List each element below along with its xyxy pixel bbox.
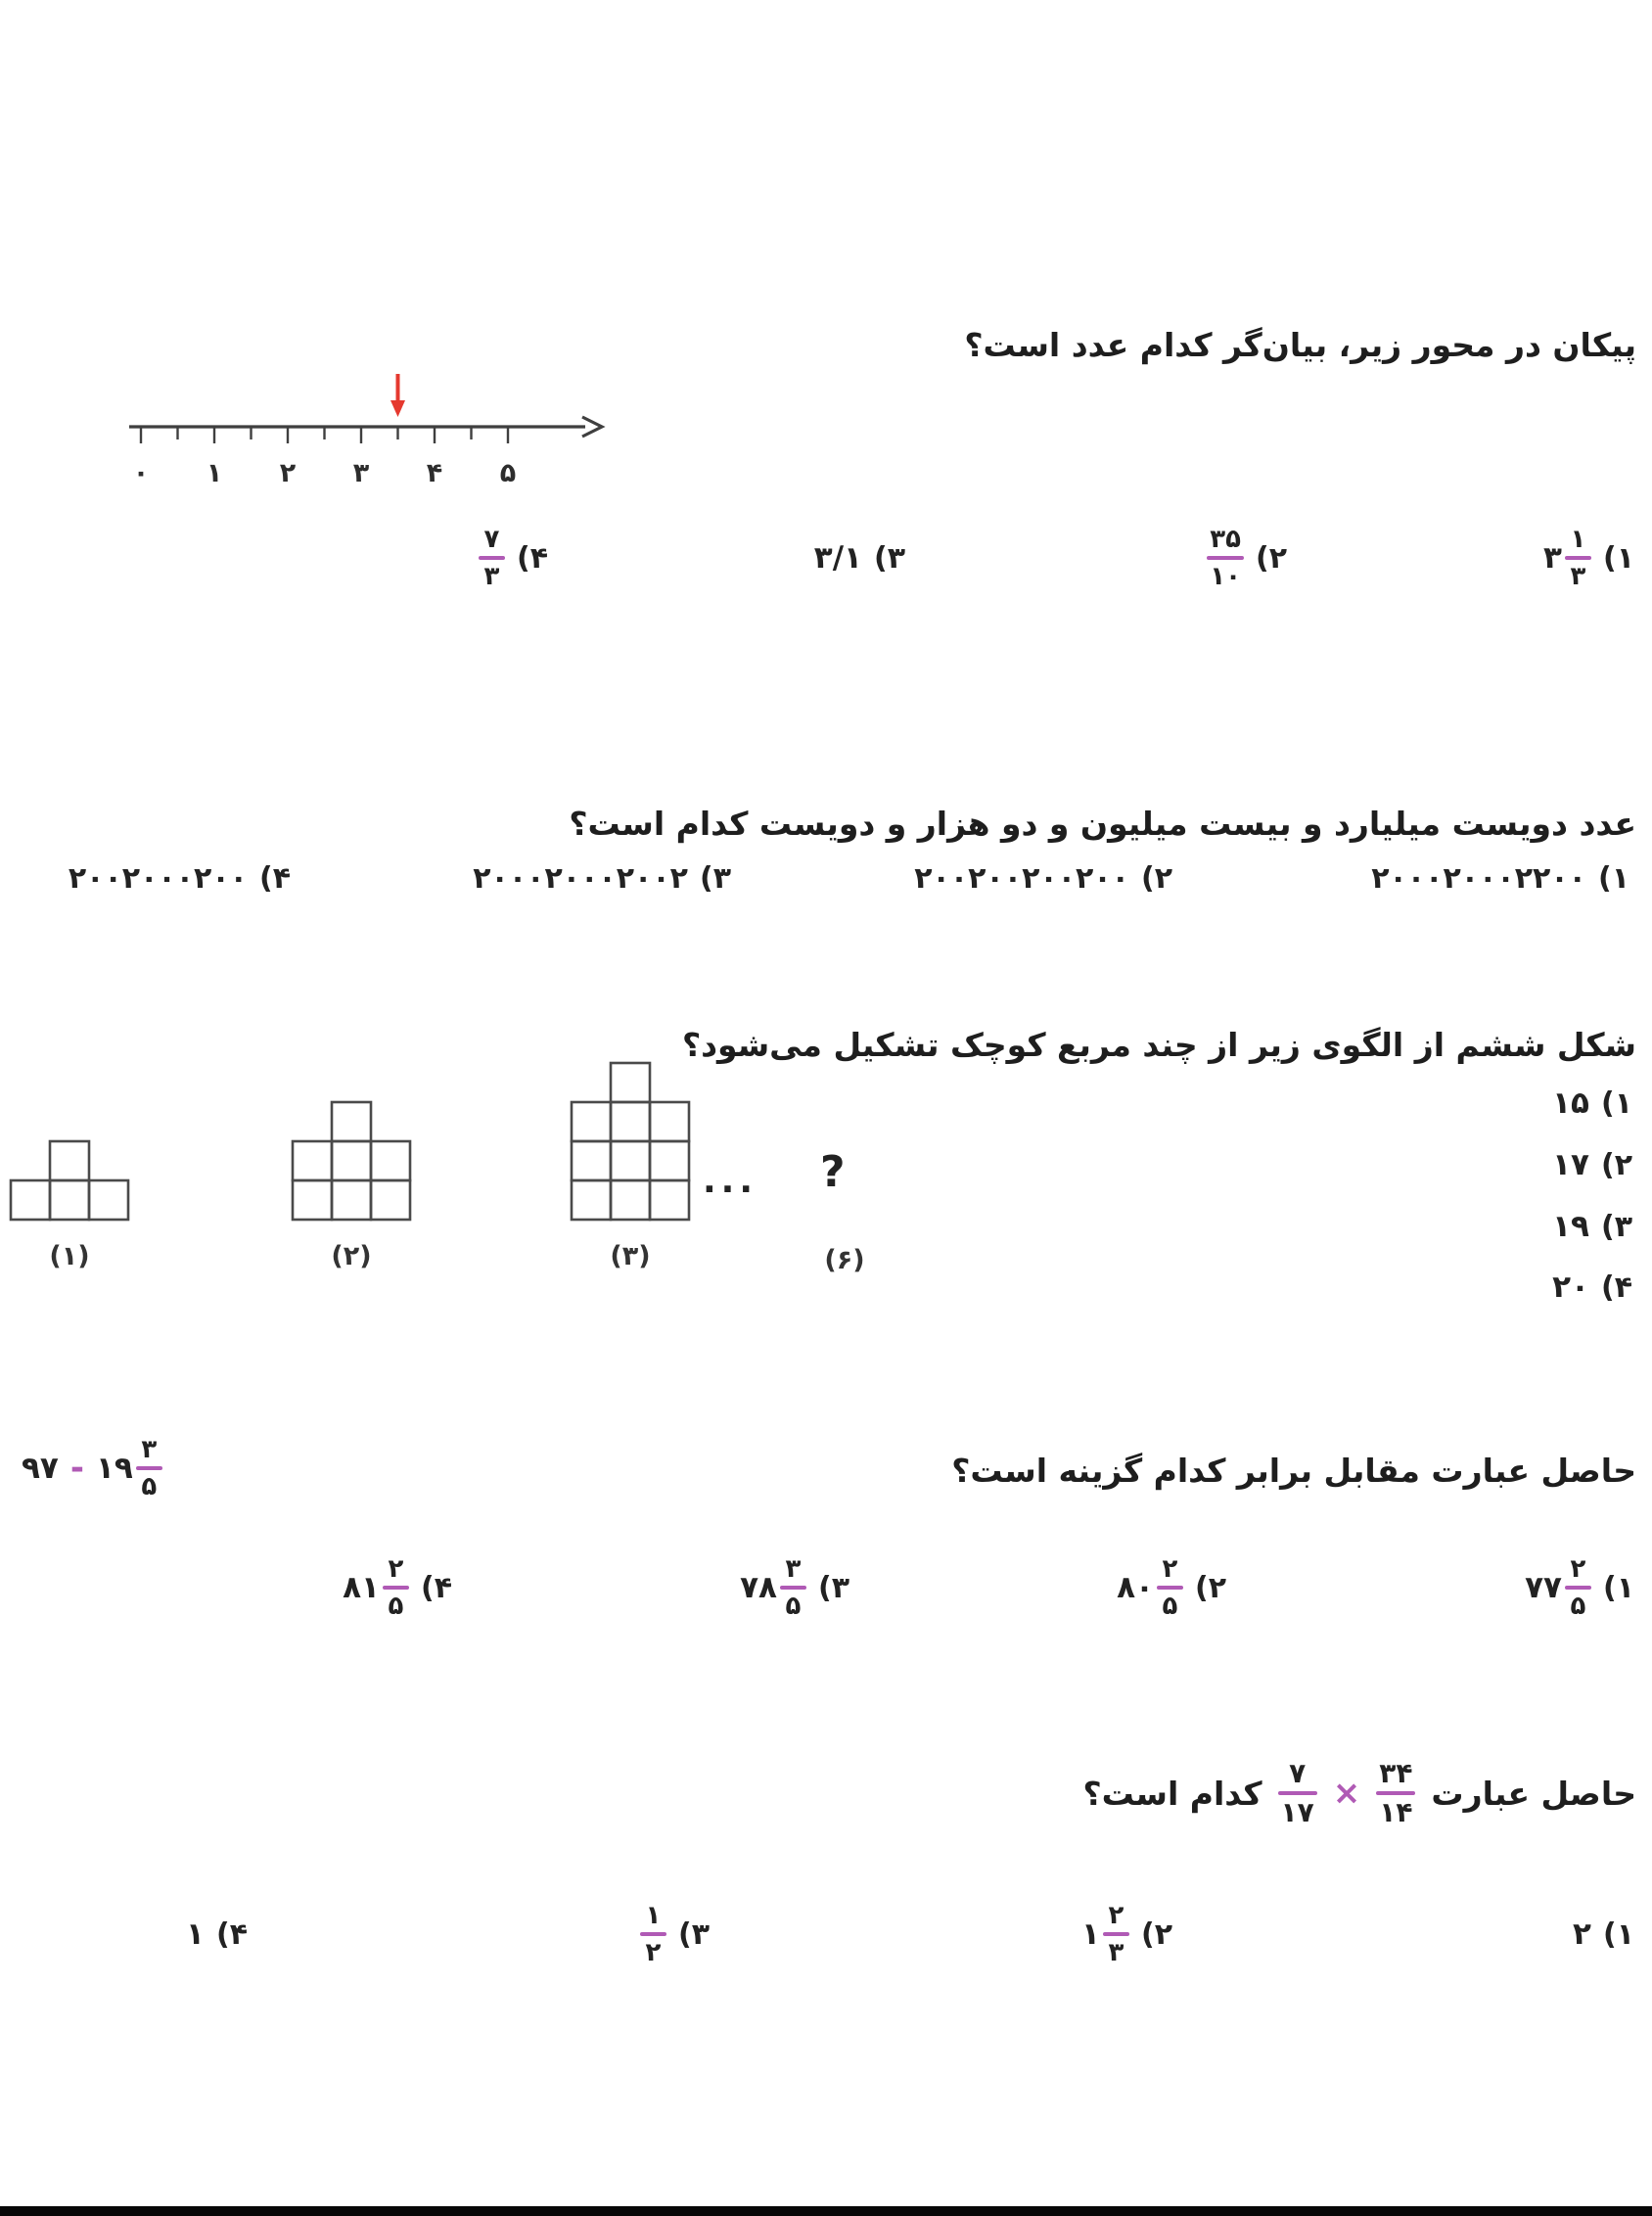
figure-label-6: (۶) [824,1245,865,1275]
question-1-text: پیکان در محور زیر، بیان‌گر کدام عدد است؟ [964,326,1636,364]
fraction-bar [1278,1791,1317,1795]
fraction: $\frac{۳۴}{۱۴}$ [1376,1760,1415,1826]
fraction: $\frac{۷}{۱۷}$ [1278,1760,1317,1826]
option-label: ۴) [258,860,291,896]
option-label: ۲) [1255,540,1287,576]
option-label: ۱) [1600,1085,1632,1121]
option-label: ۳) [1600,1209,1632,1244]
q2-option-2: ۲) ۲۰۰۲۰۰۲۰۰۲۰۰ [914,860,1172,896]
scan-edge-bar [0,2206,1652,2216]
fraction-bar [1207,556,1244,560]
option-label: ۱) [1602,1916,1634,1952]
number-line-label-2: ۲ [279,458,297,488]
option-label: ۳) [699,860,731,896]
option-label: ۲) [1140,860,1172,896]
option-label: ۳) [677,1916,710,1952]
option-label: ۴) [1600,1270,1632,1305]
pattern-figure-2 [290,1099,413,1226]
fraction: $\frac{۳۵}{۱۰}$ [1207,527,1244,589]
q5-option-2 [1081,1887,1172,1981]
question-2-text: عدد دویست میلیارد و بیست میلیون و دو هزار و دویست کدام است؟ [569,805,1636,843]
mixed-number: ۱۹ $\frac{۳}{۵}$ [96,1437,162,1500]
red-pointer-arrow [390,374,405,417]
fraction: $\frac{۲}{۵}$ [1565,1556,1591,1619]
q4-option-3 [740,1541,849,1635]
fraction: $\frac{۲}{۵}$ [383,1556,409,1619]
number-line-label-3: ۳ [352,458,370,488]
fraction-bar [1103,1932,1129,1936]
pattern-question-mark: ? [820,1147,846,1197]
q1-option-4 [479,511,548,605]
question-5-text: حاصل عبارت $\frac{۳۴}{۱۴}$ × $\frac{۷}{۱۷}$ کدام است؟ [1082,1757,1636,1828]
q2-option-4: ۴) ۲۰۰۲۰۰۰۲۰۰ [68,860,291,896]
option-label: ۴) [516,540,548,576]
q3-option-4: ۴) ۲۰ [1552,1270,1632,1305]
option-label: ۴) [215,1916,248,1952]
mixed-number: ۷۸ $\frac{۳}{۵}$ [740,1556,806,1619]
fraction-bar [136,1466,162,1470]
q4-option-1 [1525,1541,1634,1635]
question-4-text: حاصل عبارت مقابل برابر کدام گزینه است؟ [951,1452,1636,1490]
number-line-label-0: ۰ [132,458,150,488]
fraction-bar [1565,1586,1591,1590]
q1-option-2 [1207,511,1287,605]
fraction: $\frac{۲}{۵}$ [1157,1556,1183,1619]
fraction: $\frac{۱}{۲}$ [640,1903,666,1965]
q1-option-1 [1543,511,1634,605]
q2-option-3: ۳) ۲۰۰۰۲۰۰۰۲۰۰۲ [473,860,731,896]
q3-option-2: ۲) ۱۷ [1552,1147,1632,1182]
question-3-text: شکل ششم از الگوی زیر از چند مربع کوچک تشکیل می‌شود؟ [681,1026,1636,1064]
figure-label-2: (۲) [331,1241,372,1271]
q3-option-3: ۳) ۱۹ [1552,1209,1632,1244]
option-label: ۳) [873,540,905,576]
option-label: ۲) [1600,1147,1632,1182]
mixed-number: ۳ $\frac{۱}{۳}$ [1543,527,1591,589]
pattern-ellipsis: ... [703,1161,758,1201]
mixed-number: ۷۷ $\frac{۲}{۵}$ [1525,1556,1591,1619]
q4-expression: ۹۷ - ۱۹ $\frac{۳}{۵}$ [22,1421,162,1515]
q3-option-1: ۱) ۱۵ [1552,1085,1632,1121]
minus-sign: - [69,1449,84,1488]
fraction: $\frac{۷}{۳}$ [479,527,505,589]
figure-label-1: (۱) [49,1241,90,1271]
fraction-bar [780,1586,806,1590]
number-line [96,360,624,497]
fraction-bar [640,1932,666,1936]
figure-label-3: (۳) [610,1241,651,1271]
fraction-bar [479,556,505,560]
option-label: ۱) [1597,860,1629,896]
option-label: ۱) [1602,1570,1634,1605]
fraction-bar [383,1586,409,1590]
option-label: ۱) [1602,540,1634,576]
q4-option-2 [1117,1541,1226,1635]
fraction: $\frac{۳}{۵}$ [780,1556,806,1619]
option-label: ۳) [817,1570,849,1605]
fraction-bar [1376,1791,1415,1795]
mixed-number: ۸۰ $\frac{۲}{۵}$ [1117,1556,1183,1619]
option-label: ۲) [1140,1916,1172,1952]
fraction: $\frac{۱}{۳}$ [1565,527,1591,589]
q5-option-3 [640,1887,710,1981]
multiply-sign: × [1332,1774,1361,1813]
pattern-figure-3 [569,1060,692,1226]
q5-option-4: ۴) ۱ [186,1916,248,1952]
pattern-figure-1 [8,1138,131,1226]
q1-option-3: ۳) ۳/۱ [813,540,905,576]
mixed-number: ۸۱ $\frac{۲}{۵}$ [343,1556,409,1619]
option-label: ۲) [1194,1570,1226,1605]
fraction-bar [1565,556,1591,560]
fraction: $\frac{۳}{۵}$ [136,1437,162,1500]
number-line-label-4: ۴ [426,458,443,488]
number-line-label-1: ۱ [206,458,223,488]
fraction-bar [1157,1586,1183,1590]
q5-option-1: ۱) ۲ [1573,1916,1634,1952]
mixed-number: ۱ $\frac{۲}{۳}$ [1081,1903,1129,1965]
number-line-label-5: ۵ [499,458,517,488]
option-label: ۴) [420,1570,452,1605]
q2-option-1: ۱) ۲۰۰۰۲۰۰۰۲۲۰۰ [1371,860,1629,896]
q4-option-4 [343,1541,452,1635]
fraction: $\frac{۲}{۳}$ [1103,1903,1129,1965]
